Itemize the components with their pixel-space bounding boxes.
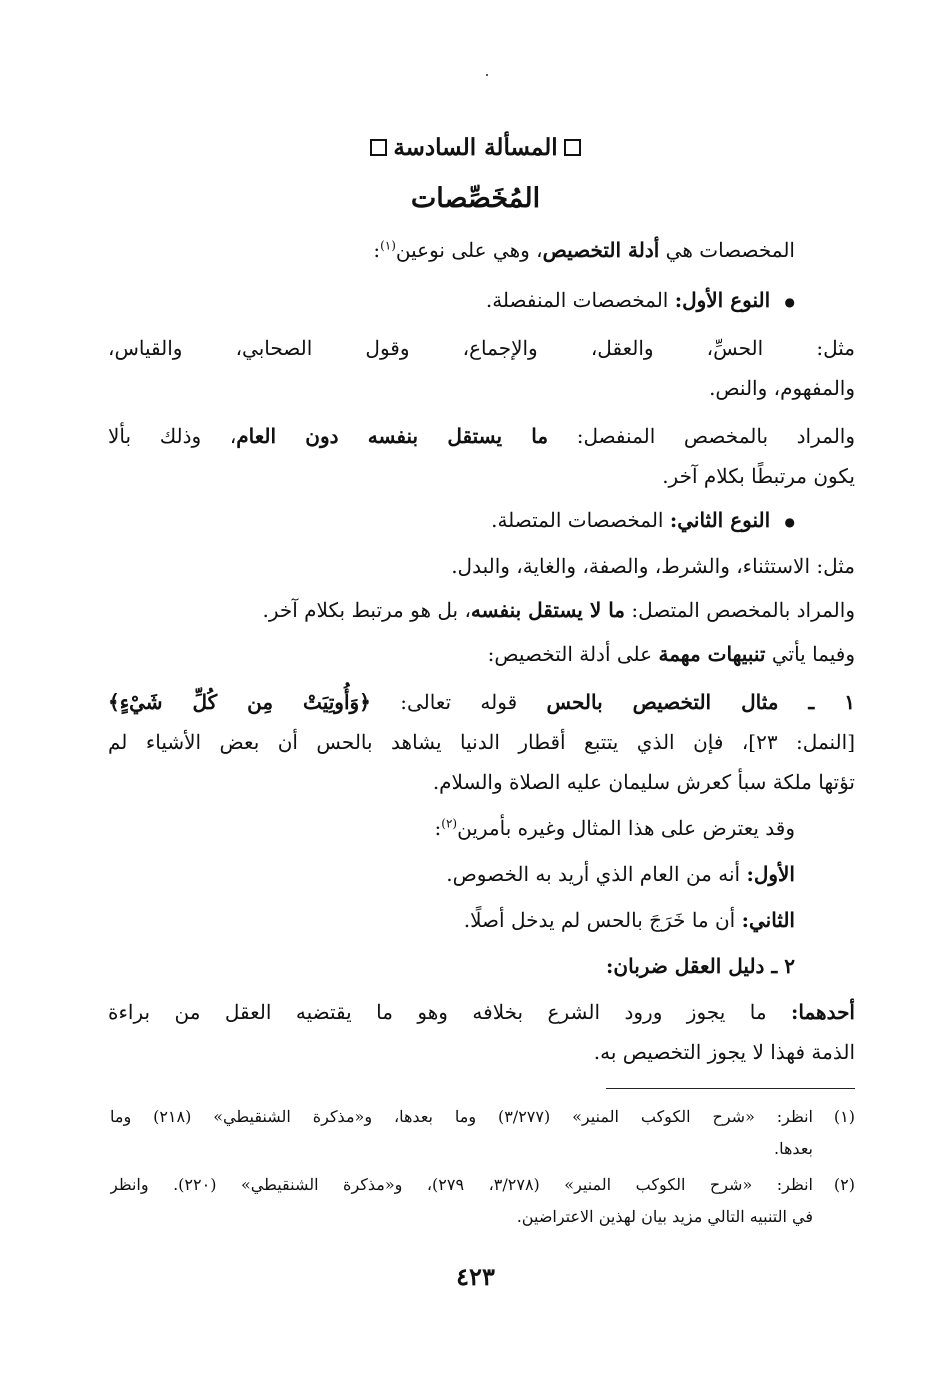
paragraph-line [108, 682, 855, 722]
box-ornament-icon [564, 139, 581, 156]
paragraph-line [108, 590, 855, 630]
section-heading [0, 134, 951, 161]
bold-term: ١ ـ مثال التخصيص بالحس [546, 690, 855, 714]
footnote-number: (١) [833, 1107, 855, 1126]
bold-term: ما لا يستقل بنفسه [470, 598, 625, 622]
page-number: ٤٢٣ [456, 1262, 495, 1291]
footnote-text: في التنبيه التالي مزيد بيان لهذين الاعتراضين. [516, 1207, 813, 1226]
text-run: وفيما يأتي [765, 642, 855, 666]
footnote-2 [110, 1170, 855, 1200]
paragraph-line [108, 634, 855, 674]
scan-speck [486, 74, 488, 76]
footnote-divider [606, 1088, 855, 1089]
paragraph-line: الذمة فهذا لا يجوز التخصيص به. [593, 1040, 855, 1064]
text-run: أنه من العام الذي أريد به الخصوص. [446, 862, 747, 886]
footnote-2-cont [110, 1202, 855, 1232]
paragraph-line [435, 808, 795, 848]
subheading [606, 946, 795, 986]
footnote-text: انظر: «شرح الكوكب المنير» (٣/٢٧٧) وما بعدها، و«مذكرة الشنقيطي» (٢١٨) وما [110, 1107, 813, 1126]
text-run: والمراد بالمخصص المتصل: [625, 598, 855, 622]
paragraph-line: والمفهوم، والنص. [709, 376, 855, 400]
bold-term: ٢ ـ دليل العقل ضربان: [606, 954, 795, 978]
footnote-ref-2[interactable]: (٢) [441, 816, 458, 831]
text-run: ، وهي على نوعين [395, 238, 543, 262]
bold-term: الأول: [746, 862, 795, 886]
paragraph-line [373, 230, 795, 270]
text-run: : [434, 816, 442, 840]
footnote-text: بعدها. [774, 1139, 813, 1158]
text-run: ، بل هو مرتبط بكلام آخر. [262, 598, 471, 622]
bullet-item [486, 280, 795, 320]
text-run: قوله تعالى: [370, 690, 547, 714]
text-run: المخصصات هي [659, 238, 795, 262]
text-run: : [373, 238, 381, 262]
bullet-item [491, 500, 795, 540]
bold-term: الثاني: [741, 908, 795, 932]
quran-verse: ﴿وَأُوتِيَتْ مِن كُلِّ شَيْءٍ﴾ [108, 690, 371, 714]
paragraph-line [108, 416, 855, 456]
page-title: المُخَصِّصات [410, 183, 541, 214]
text-run: المخصصات المنفصلة. [485, 288, 675, 312]
text-run: والمراد بالمخصص المنفصل: [548, 424, 855, 448]
footnote-number: (٢) [833, 1175, 855, 1194]
bold-term: أحدهما: [790, 1000, 855, 1024]
bold-term: تنبيهات مهمة [658, 642, 766, 666]
bold-term: النوع الثاني: [669, 508, 771, 532]
box-ornament-icon [370, 139, 387, 156]
text-run: ما يجوز ورود الشرع بخلافه وهو ما يقتضيه العقل من براءة [108, 1000, 791, 1024]
text-run: أن ما خَرَجَ بالحس لم يدخل أصلًا. [463, 908, 742, 932]
text-run: وقد يعترض على هذا المثال وغيره بأمرين [457, 816, 795, 840]
text-run: المخصصات المتصلة. [491, 508, 670, 532]
text-run: على أدلة التخصيص: [487, 642, 659, 666]
paragraph-line [464, 900, 795, 940]
footnote-1 [110, 1102, 855, 1132]
footnote-1-cont [110, 1134, 855, 1164]
paragraph-line: مثل: الاستثناء، والشرط، والصفة، والغاية، والبدل. [451, 554, 855, 578]
bold-term: ما يستقل بنفسه دون العام [236, 424, 549, 448]
paragraph-line: [النمل: ٢٣]، فإن الذي يتتبع أقطار الدنيا يشاهد بالحس أن بعض الأشياء لم [108, 730, 855, 754]
paragraph-line: مثل: الحسِّ، والعقل، والإجماع، وقول الصحابي، والقياس، [108, 336, 855, 360]
footnote-text: انظر: «شرح الكوكب المنير» (٣/٢٧٨، ٢٧٩)، و«مذكرة الشنقيطي» (٢٢٠). وانظر [110, 1175, 814, 1194]
text-run: ، وذلك بألا [108, 424, 237, 448]
bold-term: أدلة التخصيص [542, 238, 660, 262]
paragraph-line: تؤتها ملكة سبأ كعرش سليمان عليه الصلاة والسلام. [432, 770, 855, 794]
paragraph-line [446, 854, 795, 894]
footnote-ref-1[interactable]: (١) [380, 238, 396, 253]
section-title: المسألة السادسة [393, 134, 558, 161]
paragraph-line [108, 992, 855, 1032]
bold-term: النوع الأول: [674, 288, 771, 312]
paragraph-line: يكون مرتبطًا بكلام آخر. [662, 464, 855, 488]
